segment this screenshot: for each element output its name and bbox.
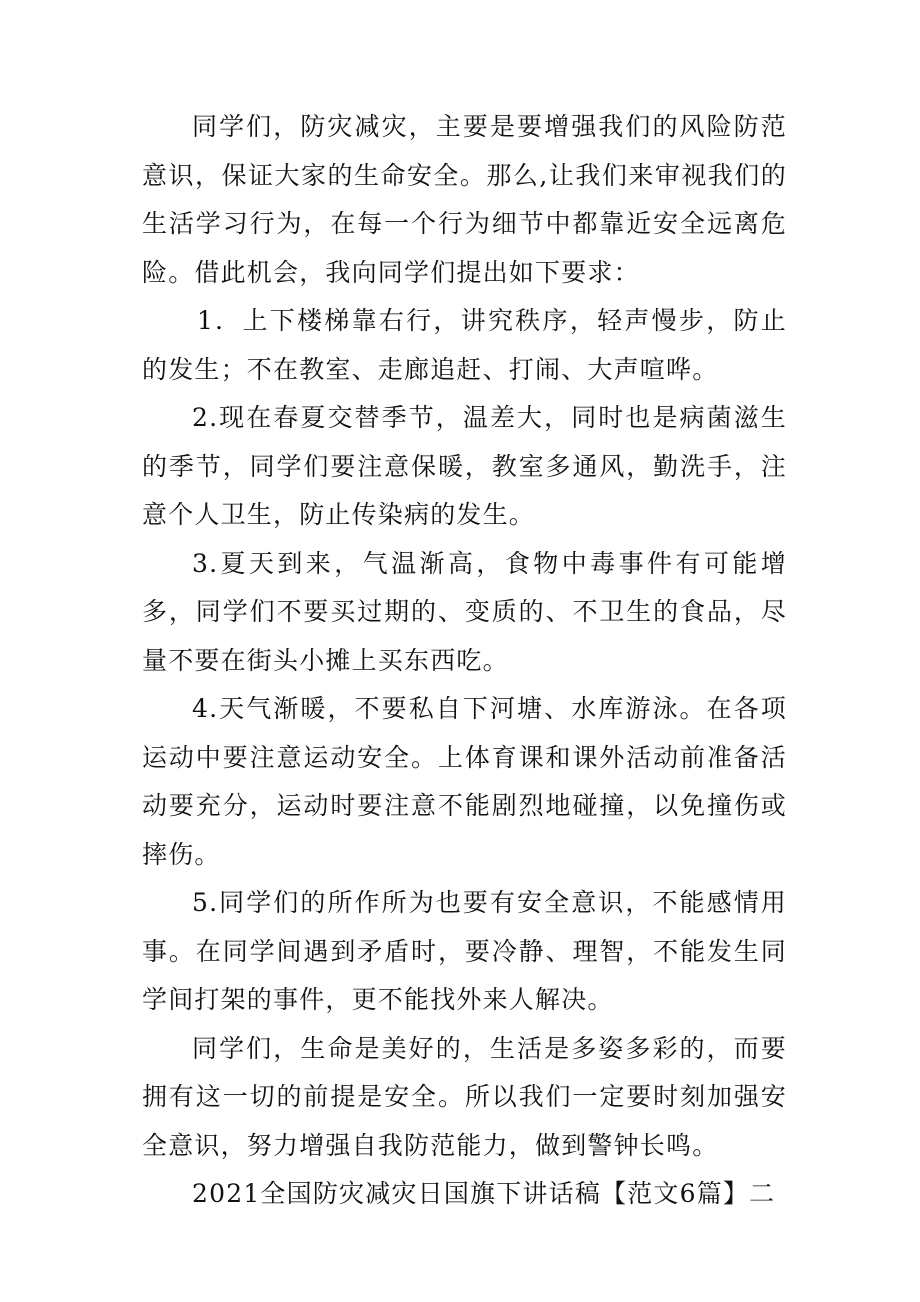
- document-body: [142, 103, 787, 1219]
- paragraph-intro: 同学们，防灾减灾，主要是要增强我们的风险防范意识，保证大家的生命安全。那么,让我们来审视我们的生活学习行为，在每一个行为细节中都靠近安全远离危险。借此机会，我向同学们提出如下要求：: [142, 112, 787, 287]
- paragraph-conclusion: 同学们，生命是美好的，生活是多姿多彩的，而要拥有这一切的前提是安全。所以我们一定要时刻加强安全意识，努力增强自我防范能力，做到警钟长鸣。: [142, 1033, 787, 1160]
- paragraph-item-5: 5.同学们的所作所为也要有安全意识，不能感情用事。在同学间遇到矛盾时，要冷静、理智，不能发生同学间打架的事件，更不能找外来人解决。: [142, 888, 787, 1014]
- paragraph-item-3: 3.夏天到来，气温渐高，食物中毒事件有可能增多，同学们不要买过期的、变质的、不卫生的食品，尽量不要在街头小摊上买东西吃。: [142, 548, 787, 675]
- section-heading: 2021全国防灾减灾日国旗下讲话稿【范文6篇】二: [192, 1179, 776, 1208]
- paragraph-item-4: 4.天气渐暖，不要私自下河塘、水库游泳。在各项运动中要注意运动安全。上体育课和课外活动前准备活动要充分，运动时要注意不能剧烈地碰撞，以免撞伤或摔伤。: [142, 694, 787, 869]
- paragraph-item-1: 1．上下楼梯靠右行，讲究秩序，轻声慢步，防止的发生；不在教室、走廊追赶、打闹、大声喧哗。: [142, 306, 787, 384]
- paragraph-item-2: 2.现在春夏交替季节，温差大，同时也是病菌滋生的季节，同学们要注意保暖，教室多通风，勤洗手，注意个人卫生，防止传染病的发生。: [142, 403, 787, 529]
